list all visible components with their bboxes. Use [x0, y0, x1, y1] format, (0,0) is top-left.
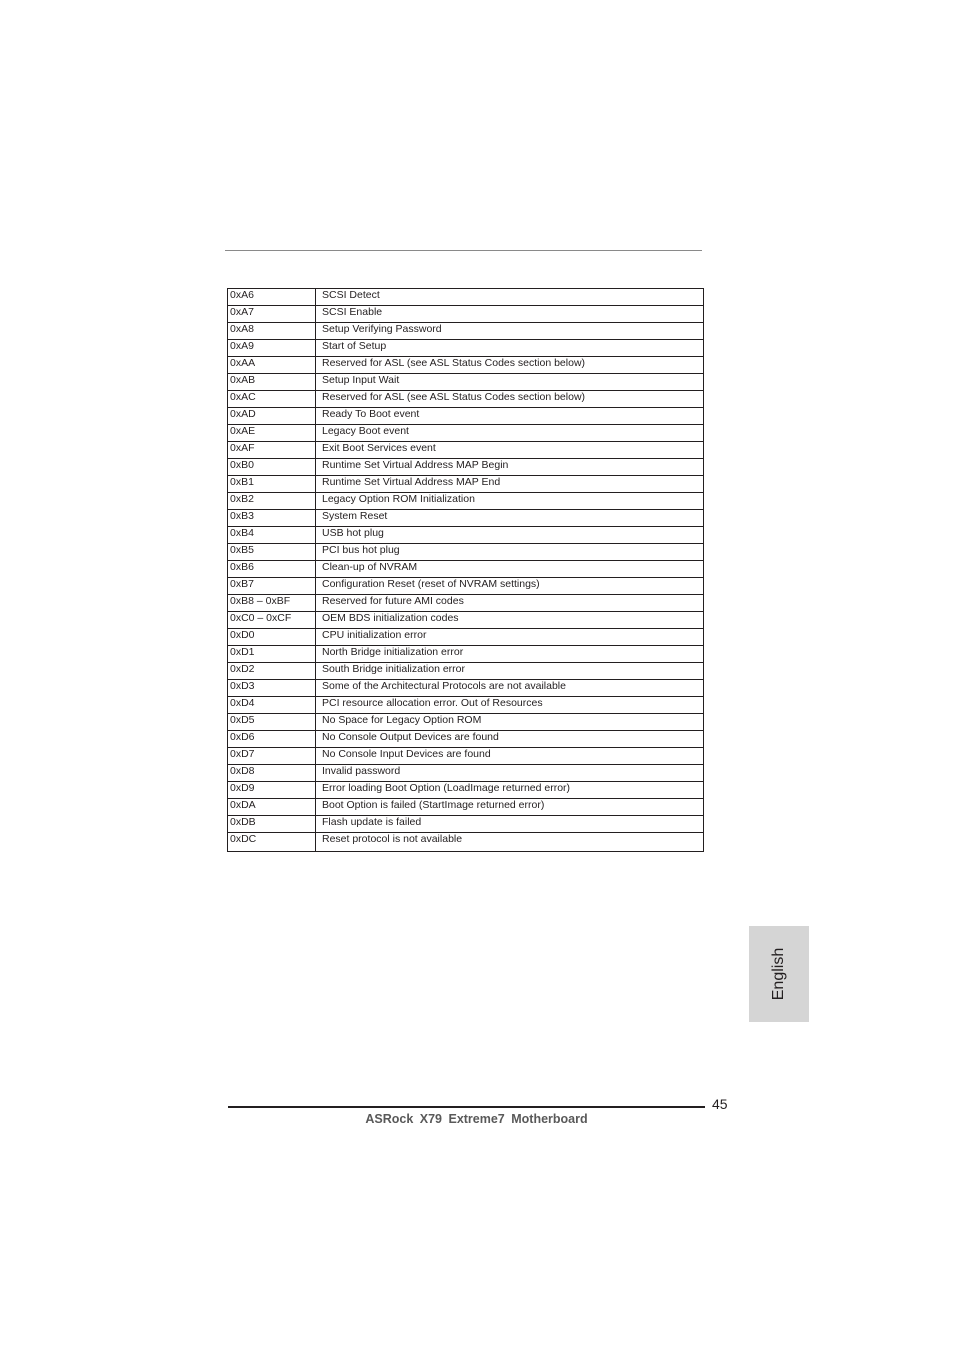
status-code-cell: 0xAC	[228, 391, 316, 408]
table-row	[228, 731, 704, 748]
table-row	[228, 442, 704, 459]
status-code-cell: 0xB2	[228, 493, 316, 510]
status-description-cell: Setup Input Wait	[316, 374, 704, 391]
table-row	[228, 357, 704, 374]
status-code-cell: 0xB0	[228, 459, 316, 476]
status-description-cell: Reserved for ASL (see ASL Status Codes section below)	[316, 357, 704, 374]
table-row	[228, 561, 704, 578]
table-row	[228, 680, 704, 697]
status-code-cell: 0xAF	[228, 442, 316, 459]
table-row	[228, 391, 704, 408]
table-row	[228, 544, 704, 561]
status-description-cell: CPU initialization error	[316, 629, 704, 646]
table-row	[228, 714, 704, 731]
status-code-cell: 0xA8	[228, 323, 316, 340]
status-description-cell: No Console Output Devices are found	[316, 731, 704, 748]
status-description-cell: PCI resource allocation error. Out of Resources	[316, 697, 704, 714]
status-description-cell: Start of Setup	[316, 340, 704, 357]
table-row	[228, 816, 704, 833]
status-description-cell: System Reset	[316, 510, 704, 527]
status-description-cell: Clean-up of NVRAM	[316, 561, 704, 578]
status-description-cell: Boot Option is failed (StartImage returned error)	[316, 799, 704, 816]
status-code-cell: 0xC0 – 0xCF	[228, 612, 316, 629]
status-code-cell: 0xB7	[228, 578, 316, 595]
status-description-cell: Ready To Boot event	[316, 408, 704, 425]
table-row	[228, 612, 704, 629]
language-tab-label: English	[770, 947, 787, 1001]
table-row	[228, 510, 704, 527]
status-code-cell: 0xB3	[228, 510, 316, 527]
page-number: 45	[712, 1096, 728, 1112]
status-code-cell: 0xDC	[228, 833, 316, 852]
status-code-cell: 0xB4	[228, 527, 316, 544]
post-code-table-body	[228, 289, 704, 852]
table-row	[228, 697, 704, 714]
table-row	[228, 408, 704, 425]
table-row	[228, 493, 704, 510]
table-row	[228, 323, 704, 340]
status-description-cell: Setup Verifying Password	[316, 323, 704, 340]
status-code-cell: 0xD4	[228, 697, 316, 714]
status-code-cell: 0xAA	[228, 357, 316, 374]
table-row	[228, 578, 704, 595]
status-description-cell: Legacy Option ROM Initialization	[316, 493, 704, 510]
table-row	[228, 833, 704, 852]
status-description-cell: Reserved for future AMI codes	[316, 595, 704, 612]
language-tab	[749, 926, 809, 1022]
status-description-cell: Legacy Boot event	[316, 425, 704, 442]
status-description-cell: Flash update is failed	[316, 816, 704, 833]
table-row	[228, 340, 704, 357]
status-code-cell: 0xA7	[228, 306, 316, 323]
table-row	[228, 782, 704, 799]
status-description-cell: Error loading Boot Option (LoadImage returned error)	[316, 782, 704, 799]
status-code-cell: 0xA9	[228, 340, 316, 357]
status-description-cell: USB hot plug	[316, 527, 704, 544]
post-code-table	[227, 288, 704, 852]
status-code-cell: 0xD3	[228, 680, 316, 697]
status-code-cell: 0xB1	[228, 476, 316, 493]
status-code-cell: 0xD5	[228, 714, 316, 731]
status-description-cell: Runtime Set Virtual Address MAP End	[316, 476, 704, 493]
status-description-cell: North Bridge initialization error	[316, 646, 704, 663]
status-code-cell: 0xD1	[228, 646, 316, 663]
top-divider	[225, 250, 702, 251]
status-description-cell: No Space for Legacy Option ROM	[316, 714, 704, 731]
status-code-cell: 0xD0	[228, 629, 316, 646]
status-code-cell: 0xD2	[228, 663, 316, 680]
status-description-cell: Reset protocol is not available	[316, 833, 704, 852]
table-row	[228, 629, 704, 646]
status-code-cell: 0xB8 – 0xBF	[228, 595, 316, 612]
status-code-cell: 0xDA	[228, 799, 316, 816]
status-description-cell: No Console Input Devices are found	[316, 748, 704, 765]
status-description-cell: South Bridge initialization error	[316, 663, 704, 680]
status-code-cell: 0xDB	[228, 816, 316, 833]
footer-title: ASRock X79 Extreme7 Motherboard	[365, 1112, 588, 1126]
table-row	[228, 663, 704, 680]
status-description-cell: Invalid password	[316, 765, 704, 782]
status-code-cell: 0xAD	[228, 408, 316, 425]
status-code-cell: 0xAE	[228, 425, 316, 442]
status-code-cell: 0xB5	[228, 544, 316, 561]
status-description-cell: Configuration Reset (reset of NVRAM settings)	[316, 578, 704, 595]
table-row	[228, 646, 704, 663]
status-description-cell: PCI bus hot plug	[316, 544, 704, 561]
status-code-cell: 0xD7	[228, 748, 316, 765]
table-row	[228, 425, 704, 442]
table-row	[228, 527, 704, 544]
status-description-cell: Reserved for ASL (see ASL Status Codes section below)	[316, 391, 704, 408]
status-code-cell: 0xB6	[228, 561, 316, 578]
table-row	[228, 748, 704, 765]
status-description-cell: Runtime Set Virtual Address MAP Begin	[316, 459, 704, 476]
table-row	[228, 799, 704, 816]
status-code-cell: 0xD8	[228, 765, 316, 782]
table-row	[228, 289, 704, 306]
status-description-cell: OEM BDS initialization codes	[316, 612, 704, 629]
table-row	[228, 765, 704, 782]
table-row	[228, 306, 704, 323]
status-description-cell: Some of the Architectural Protocols are not available	[316, 680, 704, 697]
table-row	[228, 374, 704, 391]
table-row	[228, 476, 704, 493]
status-code-cell: 0xAB	[228, 374, 316, 391]
status-description-cell: Exit Boot Services event	[316, 442, 704, 459]
table-row	[228, 595, 704, 612]
status-code-cell: 0xA6	[228, 289, 316, 306]
status-description-cell: SCSI Enable	[316, 306, 704, 323]
status-code-cell: 0xD9	[228, 782, 316, 799]
footer-divider	[228, 1106, 705, 1108]
status-code-cell: 0xD6	[228, 731, 316, 748]
status-description-cell: SCSI Detect	[316, 289, 704, 306]
table-row	[228, 459, 704, 476]
